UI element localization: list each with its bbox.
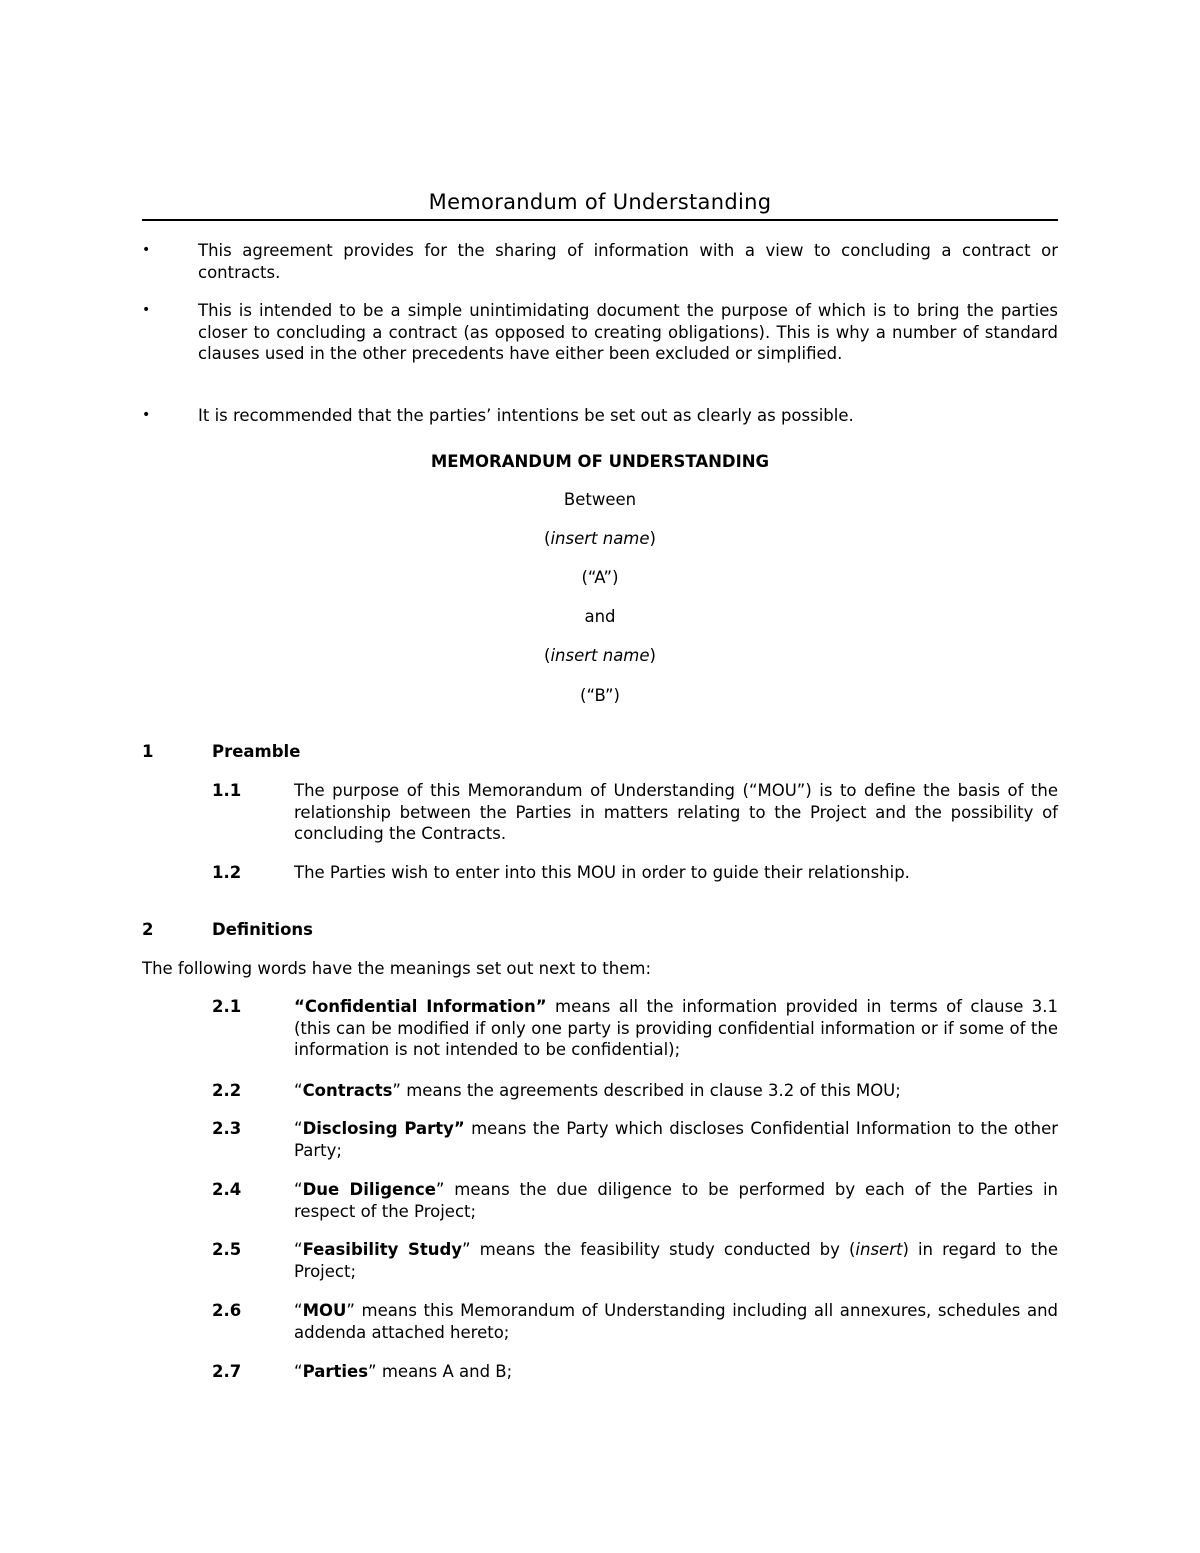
party-a-name: (insert name) xyxy=(544,529,656,548)
clause-text: “Due Diligence” means the due diligence to be performed by each of the Parties in respect of the Project; xyxy=(294,1180,1059,1221)
clause-number: 2.1 xyxy=(212,997,242,1016)
clause-number: 2.2 xyxy=(212,1081,242,1100)
note-bullet-text: This is intended to be a simple unintimidating document the purpose of which is to bring the parties closer to concluding a contract (as opposed to creating obligations). This is why a number of standard clauses used in the other precedents have either been excluded or simplified. xyxy=(198,301,1058,363)
between-label: Between xyxy=(563,490,637,509)
clause-text: “Parties” means A and B; xyxy=(294,1362,513,1381)
clause-text: The Parties wish to enter into this MOU in order to guide their relationship. xyxy=(294,863,910,882)
memorandum-heading: MEMORANDUM OF UNDERSTANDING xyxy=(430,452,770,471)
clause-text: “MOU” means this Memorandum of Understanding including all annexures, schedules and addenda attached hereto; xyxy=(294,1301,1058,1342)
clause-text: “Contracts” means the agreements described in clause 3.2 of this MOU; xyxy=(294,1081,901,1100)
clause-number: 2.7 xyxy=(212,1362,242,1381)
clause-text: “Disclosing Party” means the Party which discloses Confidential Information to the other Party; xyxy=(294,1119,1058,1160)
clause-text: The purpose of this Memorandum of Understanding (“MOU”) is to define the basis of the relationship between the Parties in matters relating to the Project and the possibility of concluding the Contracts. xyxy=(294,781,1058,843)
party-b-label: (“B”) xyxy=(580,686,620,705)
clause-text: “Feasibility Study” means the feasibility study conducted by (insert) in regard to the Project; xyxy=(294,1240,1058,1281)
defined-term: Parties xyxy=(302,1362,369,1381)
defined-term: Feasibility Study xyxy=(302,1240,463,1259)
party-b-name: (insert name) xyxy=(544,646,656,665)
section-title-preamble: Preamble xyxy=(212,742,301,761)
title-divider xyxy=(142,219,1058,221)
defined-term: Due Diligence xyxy=(302,1180,436,1199)
bullet-icon: • xyxy=(142,407,151,423)
defined-term: Contracts xyxy=(302,1081,393,1100)
defined-term: Disclosing Party” xyxy=(302,1119,465,1138)
and-label: and xyxy=(584,607,616,626)
document-page xyxy=(142,0,1058,1553)
note-bullet-text: This agreement provides for the sharing of information with a view to concluding a contract or contracts. xyxy=(198,241,1058,282)
clause-number: 2.4 xyxy=(212,1180,242,1199)
clause-text: “Confidential Information” means all the information provided in terms of clause 3.1 (this can be modified if only one party is providing confidential information or if some of the information is not intended to be confidential); xyxy=(294,997,1058,1059)
document-title: Memorandum of Understanding xyxy=(428,190,772,214)
bullet-icon: • xyxy=(142,242,151,258)
section-number: 2 xyxy=(142,920,154,939)
clause-number: 2.3 xyxy=(212,1119,242,1138)
section-title-definitions: Definitions xyxy=(212,920,313,939)
definitions-intro: The following words have the meanings set out next to them: xyxy=(142,959,652,978)
clause-number: 2.5 xyxy=(212,1240,242,1259)
bullet-icon: • xyxy=(142,302,151,318)
section-number: 1 xyxy=(142,742,154,761)
clause-number: 2.6 xyxy=(212,1301,242,1320)
note-bullet-text: It is recommended that the parties’ intentions be set out as clearly as possible. xyxy=(198,406,854,425)
clause-number: 1.2 xyxy=(212,863,242,882)
defined-term: “Confidential Information” xyxy=(294,997,547,1016)
defined-term: MOU xyxy=(302,1301,347,1320)
party-a-label: (“A”) xyxy=(581,568,619,587)
clause-number: 1.1 xyxy=(212,781,242,800)
